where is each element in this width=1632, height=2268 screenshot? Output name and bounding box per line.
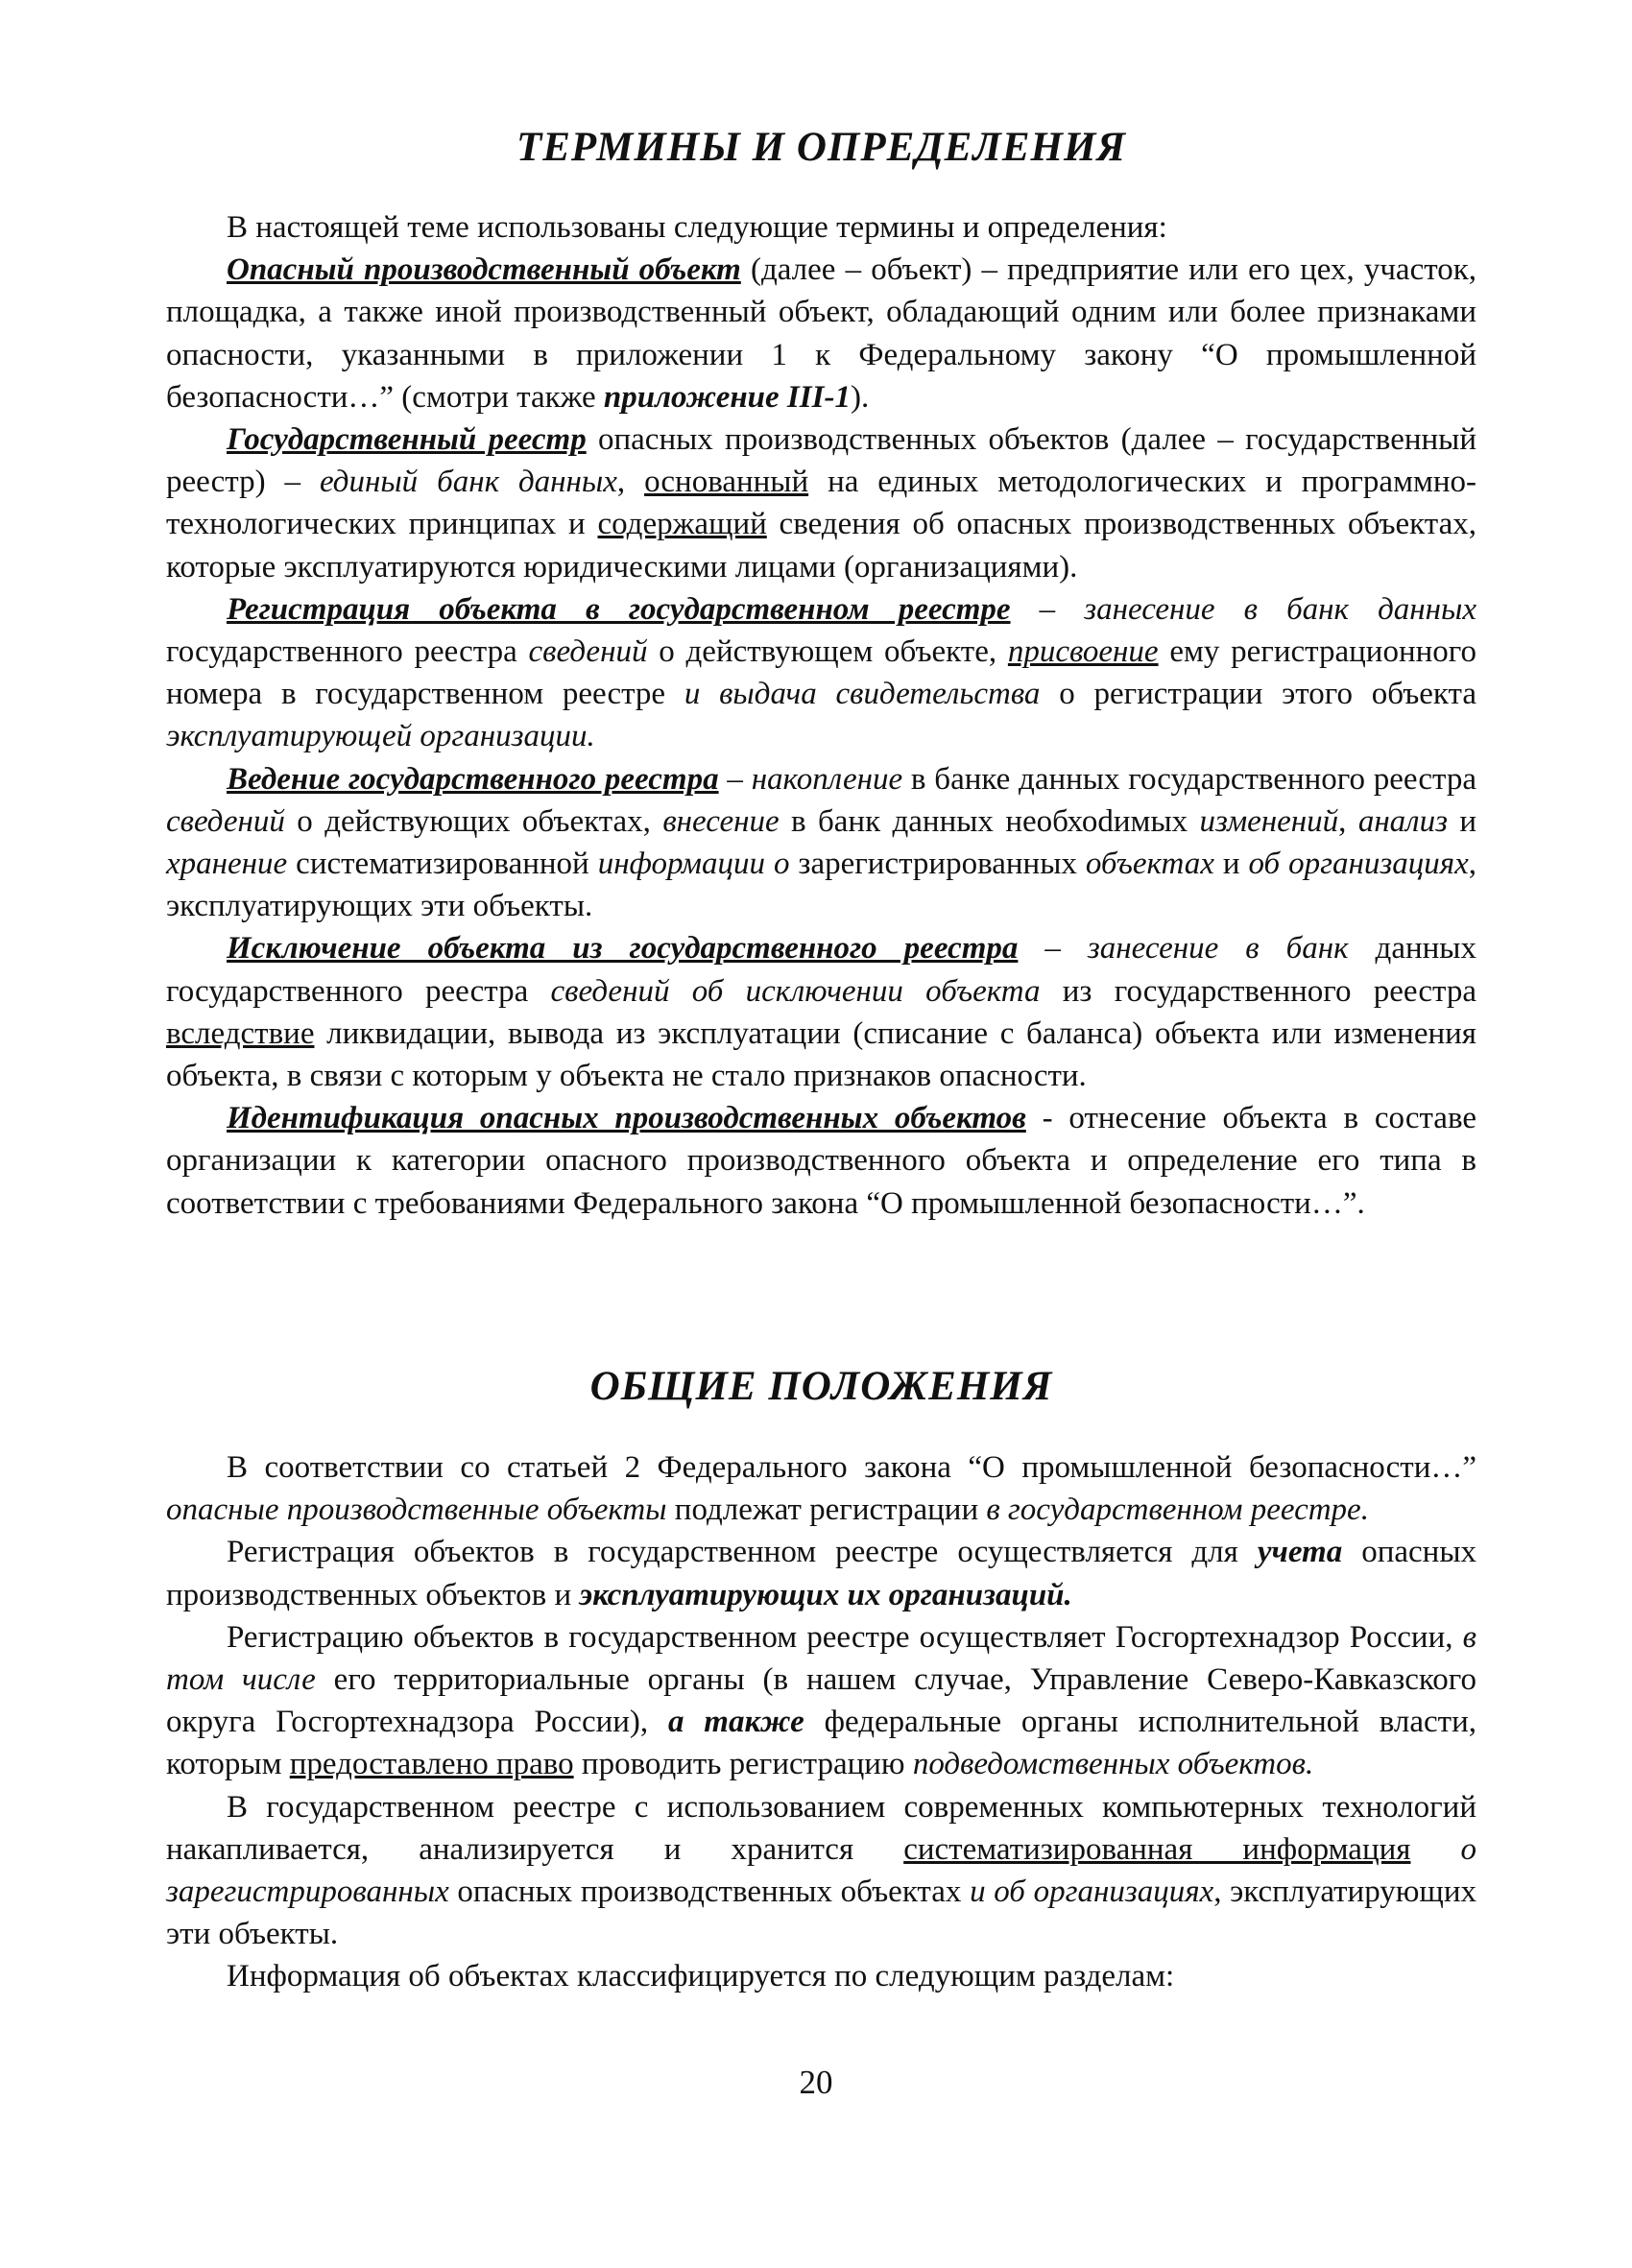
general-paragraph-5: Информация об объектах классифицируется по следующим разделам: xyxy=(227,1959,1175,1994)
term-exclusion: Исключение объекта из государственного реестра xyxy=(227,931,1019,967)
general-section xyxy=(166,1366,1476,1407)
general-paragraph-3: Регистрацию объектов в государственном реестре осуществляет Госгортехнадзор России, в том числе его территориальные органы (в нашем случае, Управление Северо-Кавказского округа Госгортехнадзора России), а также федеральные органы исполнительной власти, которым предоставлено право проводить регистрацию подведомственных объектов. xyxy=(166,1619,1476,1782)
general-paragraph-4: В государственном реестре с использованием современных компьютерных технологий накапливается, анализируется и хранится систематизированная информация о зарегистрированных опасных производственных объектах и об организациях, эксплуатирующих эти объекты. xyxy=(166,1789,1477,1952)
term-hazardous-facility: Опасный производственный объект xyxy=(227,252,741,288)
terms-heading: ТЕРМИНЫ И ОПРЕДЕЛЕНИЯ xyxy=(516,125,1127,170)
page-number: 20 xyxy=(799,2064,833,2101)
term-registration: Регистрация объекта в государственном реестре xyxy=(227,591,1011,627)
definition-registration: Регистрация объекта в государственном реестре – занесение в банк данных государственного реестра сведений о действующем объекте, присвоение ему регистрационного номера в государственном реестре и выдача свидетельства о регистрации этого объекта эксплуатирующей организации. xyxy=(166,591,1476,754)
general-paragraph-2: Регистрация объектов в государственном реестре осуществляется для учета опасных производственных объектов и эксплуатирующих их организаций. xyxy=(166,1535,1476,1612)
definition-state-register: Государственный реестр опасных производственных объектов (далее – государственный реестр) – единый банк данных, основанный на единых методологических и программно-технологических принципах и содержащий сведения об опасных производственных объектах, которые эксплуатируются юридическими лицами (организациями). xyxy=(166,422,1476,585)
term-identification: Идентификация опасных производственных объектов xyxy=(227,1101,1026,1136)
general-body xyxy=(166,1446,1476,1998)
general-heading: ОБЩИЕ ПОЛОЖЕНИЯ xyxy=(589,1364,1053,1409)
definition-exclusion: Исключение объекта из государственного реестра – занесение в банк данных государственного реестра сведений об исключении объекта из государственного реестра вследствие ликвидации, вывода из эксплуатации (списание с баланса) объекта или изменения объекта, в связи с которым у объекта не стало признаков опасности. xyxy=(166,931,1476,1094)
terms-body xyxy=(166,206,1476,1225)
definition-register-maintenance: Ведение государственного реестра – накопление в банке данных государственного реестра сведений о действующих объектах, внесение в банк данных необхоdимых изменений, анализ и хранение систематизированной информации о зарегистрированных объектах и об организациях, эксплуатирующих эти объекты. xyxy=(166,761,1477,924)
appendix-reference: приложение III-1 xyxy=(603,379,851,415)
term-register-maintenance: Ведение государственного реестра xyxy=(227,761,719,797)
definition-hazardous-facility: Опасный производственный объект (далее – объект) – предприятие или его цех, участок, площадка, а также иной производственный объект, обладающий одним или более признаками опасности, указанными в приложении 1 к Федеральному закону “О промышленной безопасности…” (смотри также приложение III-1). xyxy=(166,252,1476,415)
general-paragraph-1: В соответствии со статьей 2 Федерального закона “О промышленной безопасности…” опасные производственные объекты подлежат регистрации в государственном реестре. xyxy=(166,1450,1476,1528)
terms-intro: В настоящей теме использованы следующие термины и определения: xyxy=(227,210,1167,245)
terms-section xyxy=(166,127,1476,168)
term-state-register: Государственный реестр xyxy=(227,422,587,458)
definition-identification: Идентификация опасных производственных объектов - отнесение объекта в составе организации к категории опасного производственного объекта и определение его типа в соответствии с требованиями Федерального закона “О промышленной безопасности…”. xyxy=(166,1101,1476,1221)
